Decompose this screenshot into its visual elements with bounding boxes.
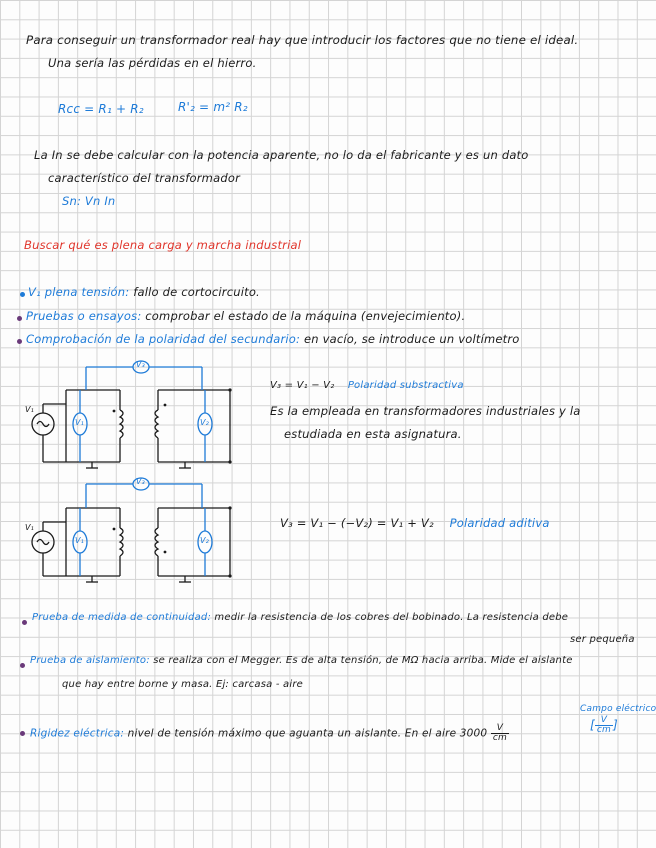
bullet-dot <box>20 731 25 736</box>
in-note-line-2: característico del transformador <box>48 171 241 185</box>
bullet2-2-label: Prueba de aislamiento: <box>30 655 150 666</box>
in-note-line-1: La In se debe calcular con la potencia aparente, no lo da el fabricante y es un dato <box>34 148 529 162</box>
formula-r2-prime: R'₂ = m² R₂ <box>178 100 248 114</box>
side-note-unit: [ $\frac{V}{cm}$ ] <box>590 715 618 735</box>
side-note-num: V <box>595 716 613 726</box>
side-note-den: cm <box>596 725 612 735</box>
red-heading: Buscar qué es plena carga y marcha industrial <box>24 238 302 252</box>
c1-polarity: Polaridad substractiva <box>347 380 464 391</box>
c1-source-label: V₁ <box>25 405 35 414</box>
c2-v1-label: V₁ <box>75 536 85 545</box>
bullet2-2-cont: que hay entre borne y masa. Ej: carcasa - aire <box>62 679 304 690</box>
bullet2-1-text: medir la resistencia de los cobres del bobinado. La resistencia debe <box>214 612 569 623</box>
bullet2-3-label: Rigidez eléctrica: <box>30 727 125 740</box>
bullet-dot <box>22 620 27 625</box>
intro-line-1: Para conseguir un transformador real hay que introducir los factores que no tiene el ideal. <box>26 33 579 47</box>
bullet2-2-text: se realiza con el Megger. Es de alta tensión, de MΩ hacia arriba. Mide el aislante <box>153 655 573 666</box>
c1-note-2: estudiada en esta asignatura. <box>284 427 462 441</box>
bullet-1-text: fallo de cortocircuito. <box>133 285 260 299</box>
c2-equation <box>280 516 550 530</box>
sn-formula: Sn: Vn In <box>62 194 116 208</box>
bullet2-3-text: nivel de tensión máximo que aguanta un aislante. En el aire 3000 <box>127 727 488 740</box>
c1-eq-text: V₃ = V₁ − V₂ <box>270 380 335 391</box>
bullet2-3-frac-den: cm <box>492 733 507 743</box>
c2-v3-label: V₃ <box>136 477 146 486</box>
c2-source-label: V₁ <box>25 523 35 532</box>
c1-v3-label: V₃ <box>136 360 146 369</box>
bullet2-1-cont: ser pequeña <box>570 634 635 645</box>
c1-v2-label: V₂ <box>200 418 210 427</box>
c2-v2-label: V₂ <box>200 536 210 545</box>
bullet2-3-frac-num: V <box>491 724 509 734</box>
bullet-1-label: V₁ plena tensión: <box>28 285 130 299</box>
bullet-2-text: comprobar el estado de la máquina (envejecimiento). <box>145 309 466 323</box>
formula-rcc: Rcc = R₁ + R₂ <box>58 102 144 116</box>
c1-note-1: Es la empleada en transformadores industriales y la <box>270 404 581 418</box>
intro-line-2: Una sería las pérdidas en el hierro. <box>48 56 257 70</box>
bullet-3-label: Comprobación de la polaridad del secundario: <box>26 332 301 346</box>
bullet2-1 <box>32 612 568 623</box>
bullet-dot <box>20 663 25 668</box>
bullet-3-text: en vacío, se introduce un voltímetro <box>303 332 520 346</box>
bullet2-2 <box>30 655 573 666</box>
bullet2-1-label: Prueba de medida de continuidad: <box>32 612 212 623</box>
bullet-2-label: Pruebas o ensayos: <box>26 309 142 323</box>
side-note-title: Campo eléctrico <box>580 704 656 714</box>
c1-v1-label: V₁ <box>75 418 85 427</box>
c2-eq-text: V₃ = V₁ − (−V₂) = V₁ + V₂ <box>280 516 434 530</box>
bullet2-3 <box>30 724 509 743</box>
c2-polarity: Polaridad aditiva <box>449 516 550 530</box>
